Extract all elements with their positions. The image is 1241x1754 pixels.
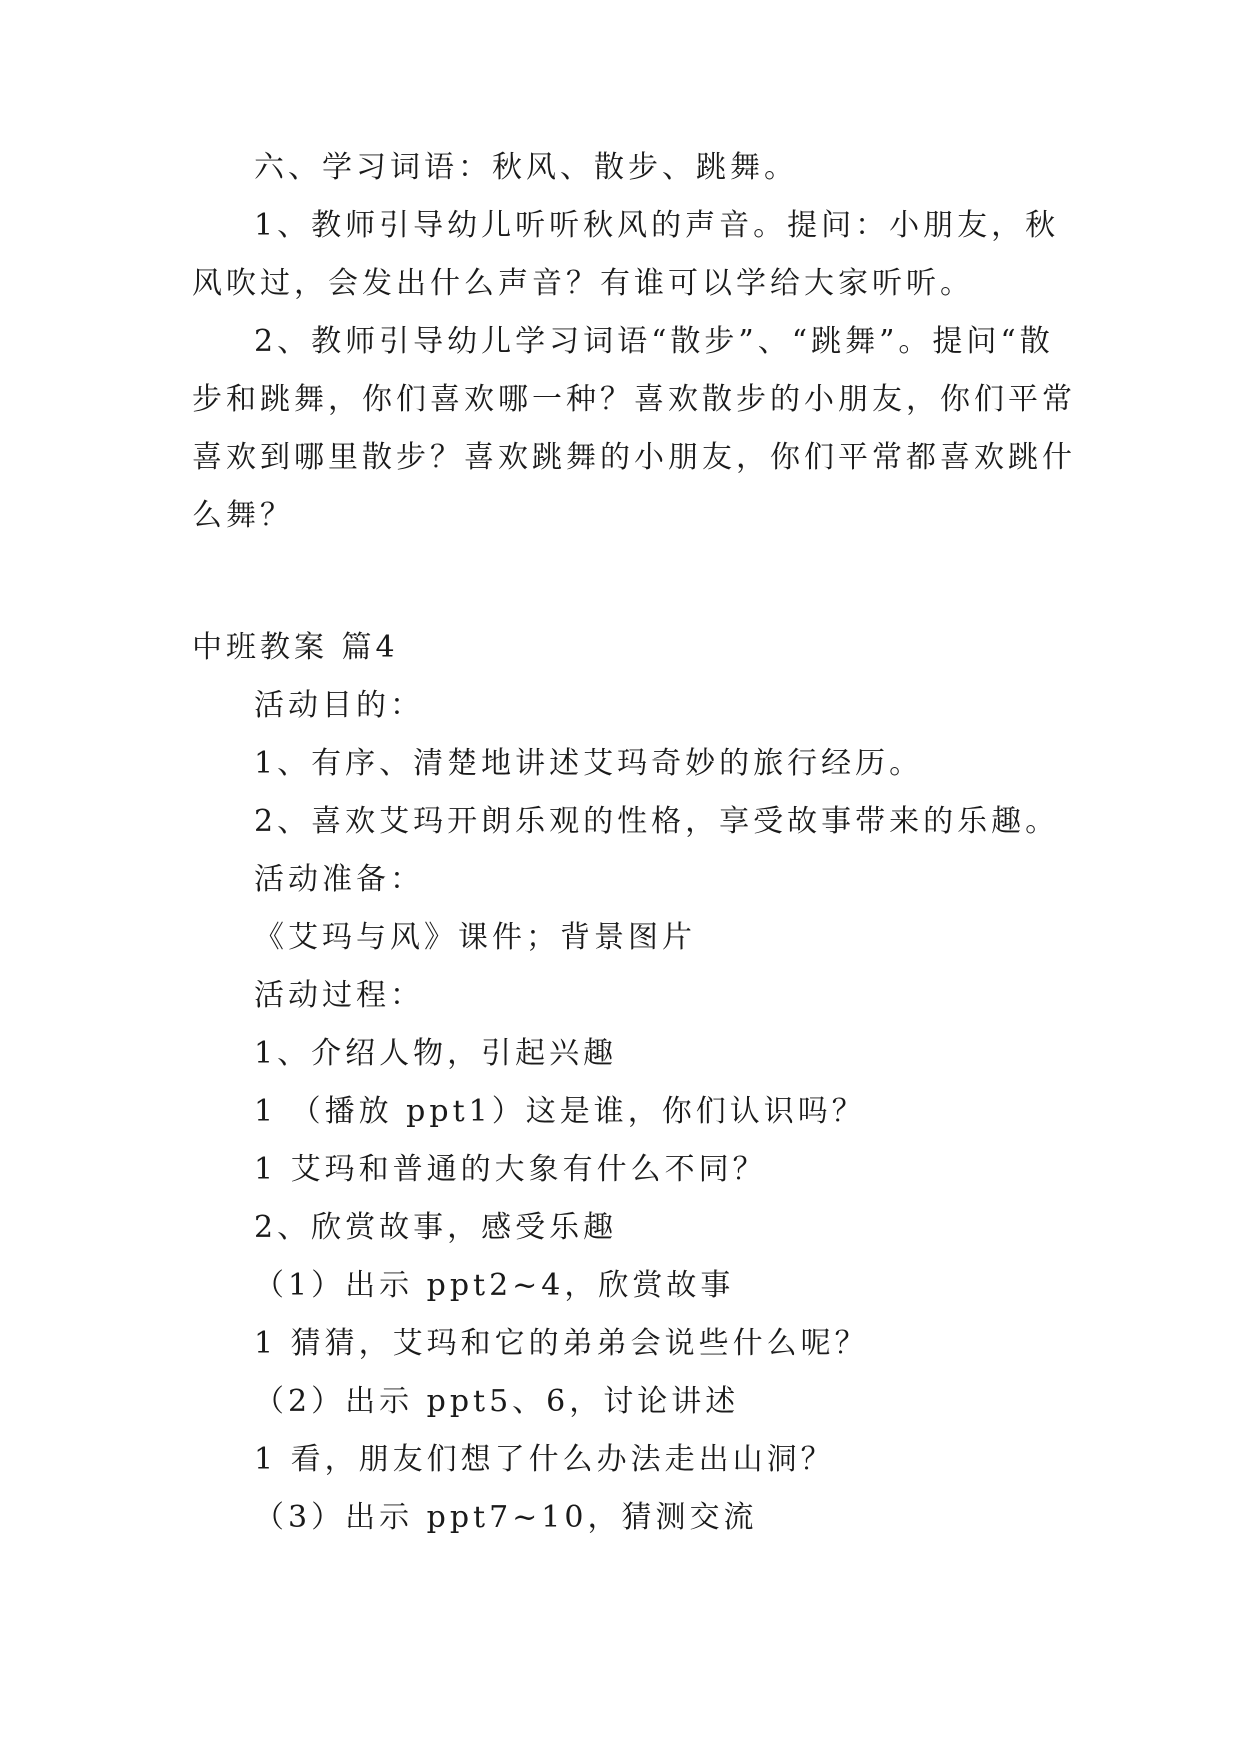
paragraph-line: 么舞？ <box>192 498 294 533</box>
section-title: 六、学习词语：秋风、散步、跳舞。 <box>254 150 798 185</box>
list-item: （2）出示 ppt5、6，讨论讲述 <box>254 1384 740 1419</box>
list-item: 《艾玛与风》课件；背景图片 <box>254 920 696 955</box>
list-item: 1 看，朋友们想了什么办法走出山洞？ <box>254 1442 835 1477</box>
list-item: 1、有序、清楚地讲述艾玛奇妙的旅行经历。 <box>254 746 924 781</box>
list-item: 1 （播放 ppt1）这是谁，你们认识吗？ <box>254 1094 866 1129</box>
paragraph-line: 2、教师引导幼儿学习词语“散步”、“跳舞”。提问“散 <box>254 324 1054 359</box>
list-item: 2、欣赏故事，感受乐趣 <box>254 1210 618 1245</box>
list-item: （3）出示 ppt7~10，猜测交流 <box>254 1500 758 1535</box>
list-item: 2、喜欢艾玛开朗乐观的性格，享受故事带来的乐趣。 <box>254 804 1060 839</box>
list-item: 活动准备： <box>254 862 424 897</box>
paragraph-line: 1、教师引导幼儿听听秋风的声音。提问：小朋友，秋 <box>254 208 1060 243</box>
list-item: 1 猜猜，艾玛和它的弟弟会说些什么呢？ <box>254 1326 869 1361</box>
paragraph-line: 风吹过，会发出什么声音？有谁可以学给大家听听。 <box>192 266 974 301</box>
list-item: 活动过程： <box>254 978 424 1013</box>
list-item: 1 艾玛和普通的大象有什么不同？ <box>254 1152 767 1187</box>
paragraph-line: 步和跳舞，你们喜欢哪一种？喜欢散步的小朋友，你们平常 <box>192 382 1076 417</box>
list-item: 1、介绍人物，引起兴趣 <box>254 1036 618 1071</box>
list-item: 活动目的： <box>254 688 424 723</box>
lesson-heading: 中班教案 篇4 <box>192 630 399 665</box>
paragraph-line: 喜欢到哪里散步？喜欢跳舞的小朋友，你们平常都喜欢跳什 <box>192 440 1076 475</box>
list-item: （1）出示 ppt2~4，欣赏故事 <box>254 1268 735 1303</box>
